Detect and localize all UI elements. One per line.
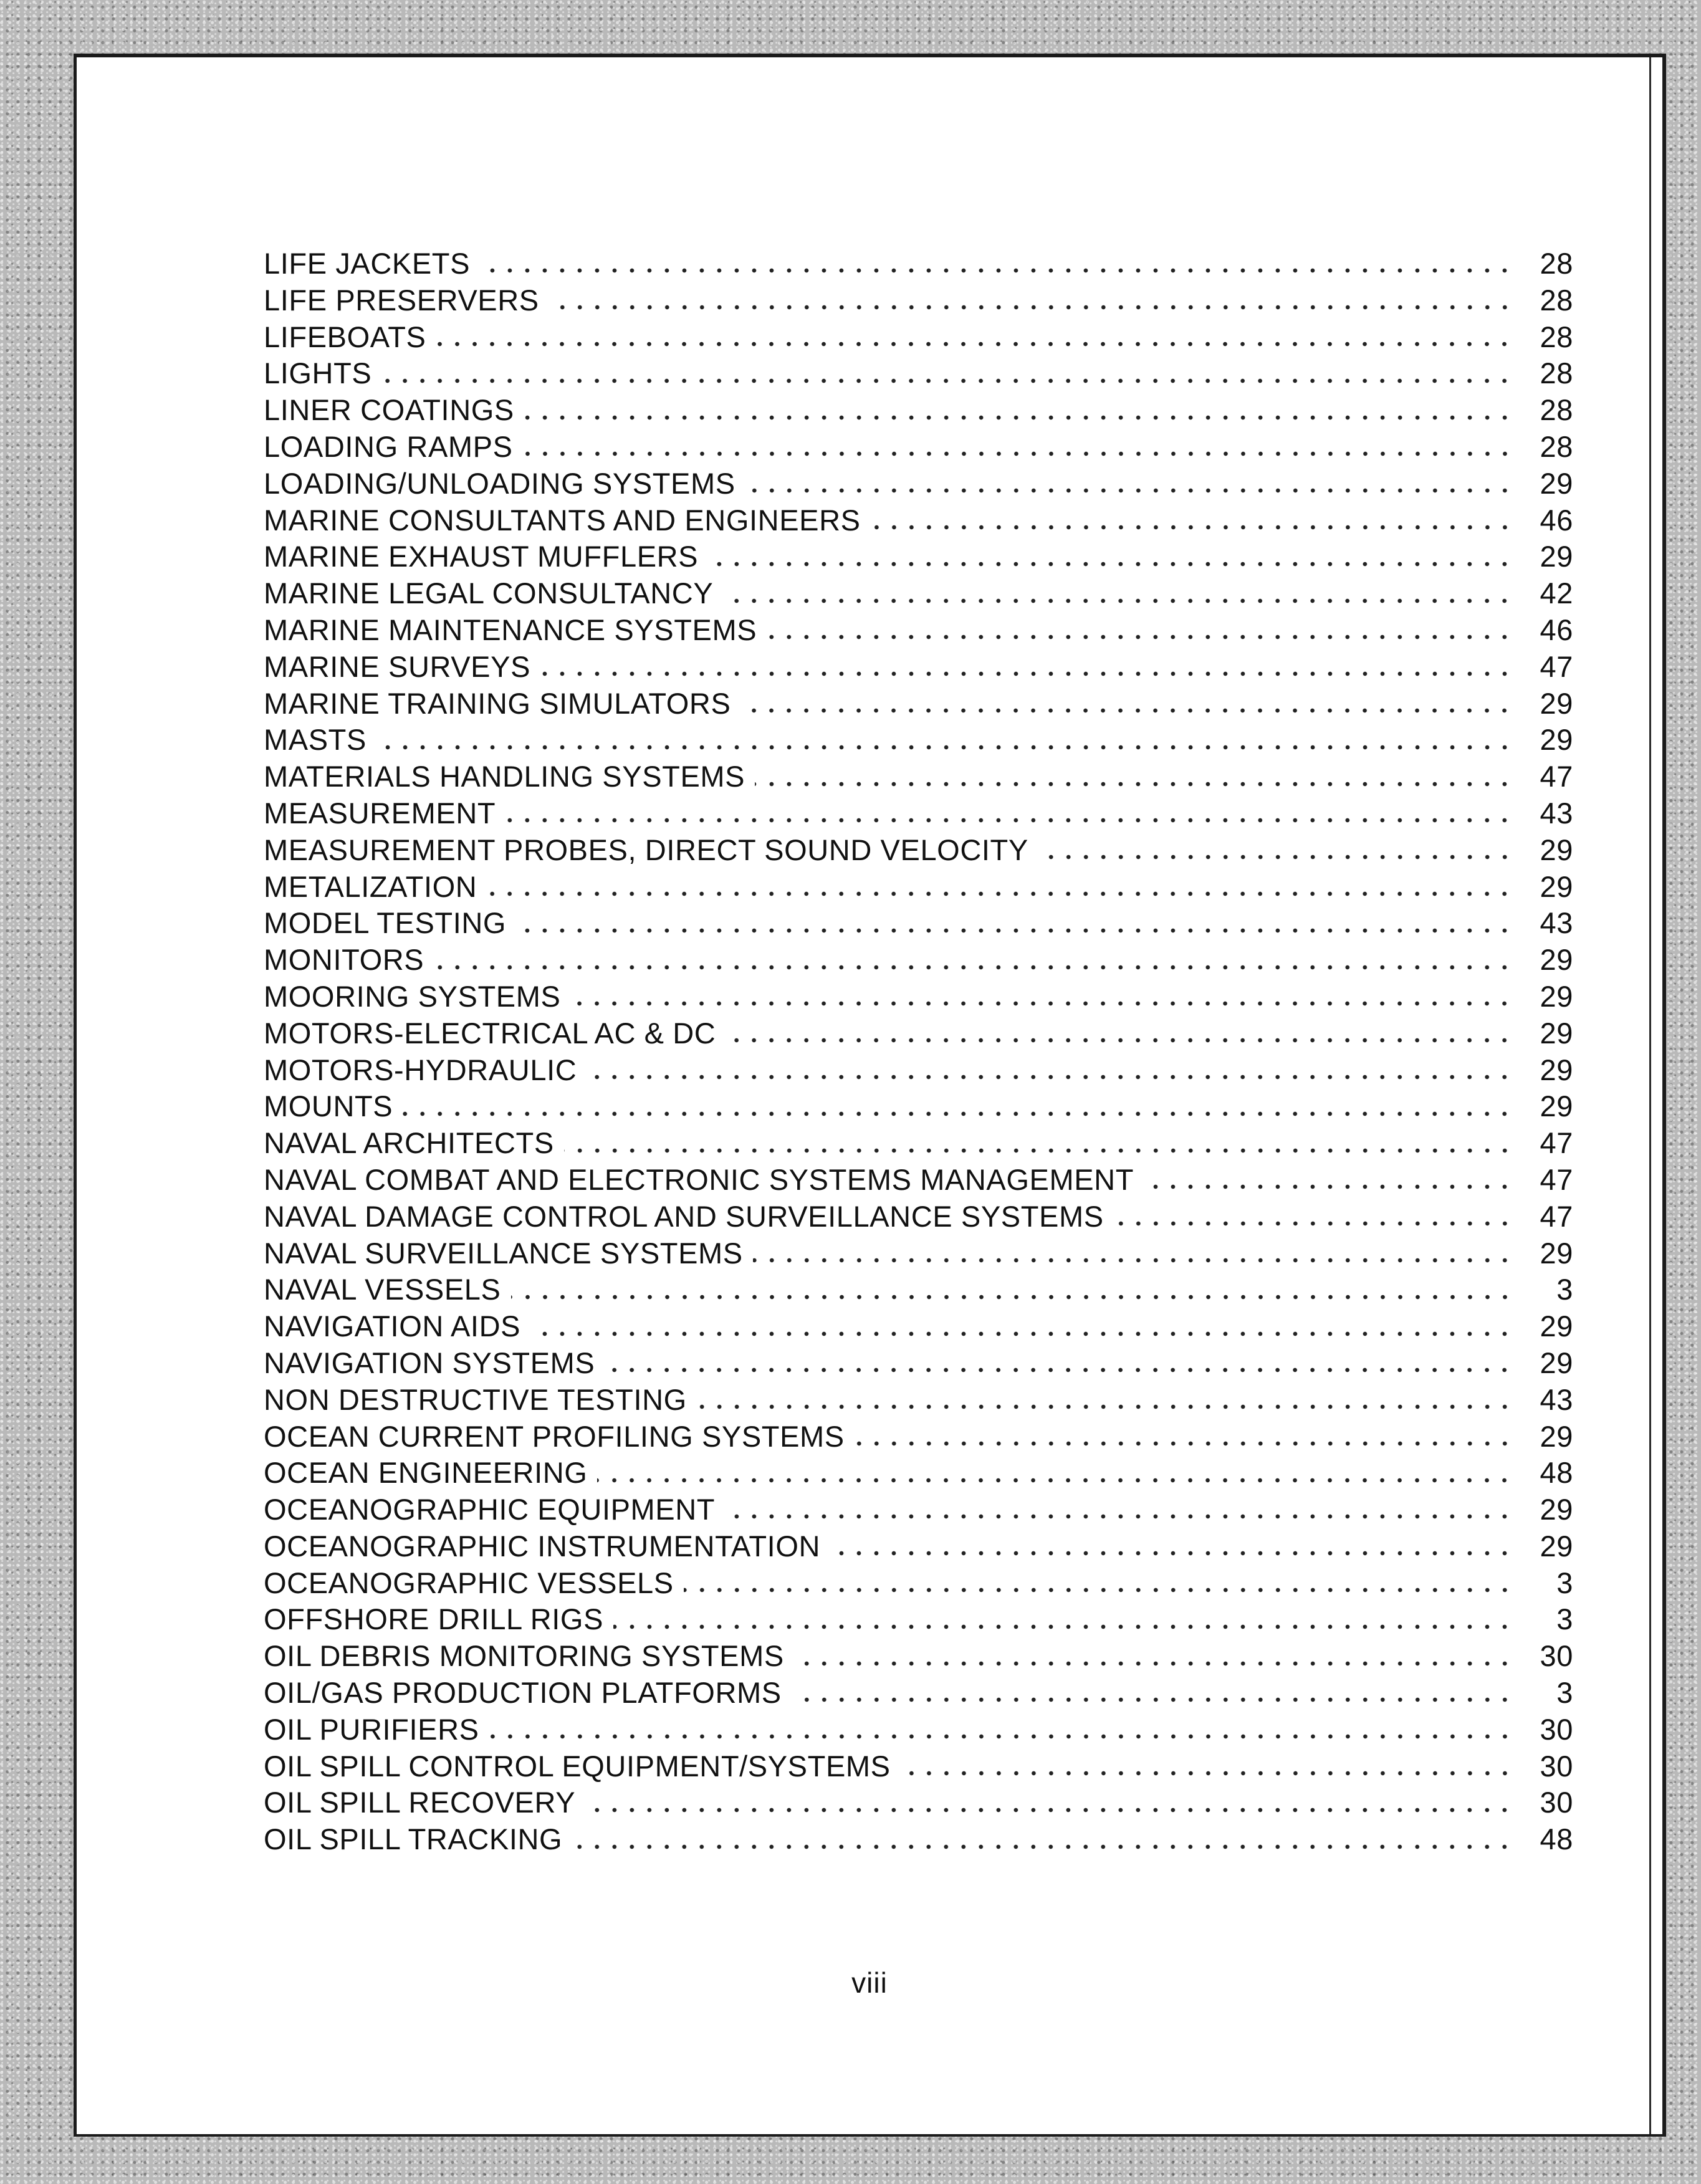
index-term: OCEAN CURRENT PROFILING SYSTEMS (264, 1419, 845, 1453)
index-entry (264, 319, 1573, 356)
index-entry (264, 1308, 1573, 1345)
index-entry (264, 759, 1573, 795)
index-entry (264, 1601, 1573, 1638)
index-page-number: 28 (1540, 283, 1573, 317)
index-entry (264, 246, 1573, 282)
index-page-number: 43 (1540, 906, 1573, 940)
dot-leader (1144, 1184, 1513, 1190)
index-page-number: 29 (1540, 1493, 1573, 1526)
index-entry (264, 722, 1573, 759)
index-term: MARINE CONSULTANTS AND ENGINEERS (264, 503, 861, 537)
index-entry (264, 649, 1573, 686)
index-entry (264, 1088, 1573, 1125)
dot-leader (855, 1440, 1513, 1447)
dot-leader (725, 1513, 1513, 1520)
index-term: LOADING RAMPS (264, 429, 513, 463)
index-entry (264, 502, 1573, 539)
index-entry (264, 466, 1573, 502)
index-page-number: 29 (1540, 723, 1573, 757)
dot-leader (794, 1660, 1513, 1667)
dot-leader (723, 598, 1513, 604)
index-entry (264, 1199, 1573, 1235)
index-term: NAVIGATION AIDS (264, 1310, 521, 1343)
index-page-number: 29 (1540, 686, 1573, 720)
dot-leader (585, 1807, 1513, 1813)
index-entry (264, 1162, 1573, 1199)
index-page-number: 29 (1540, 1346, 1573, 1379)
index-page-number: 30 (1540, 1786, 1573, 1819)
dot-leader (708, 561, 1513, 567)
index-entry (264, 795, 1573, 832)
index-term: OCEANOGRAPHIC EQUIPMENT (264, 1493, 716, 1526)
dot-leader (753, 1257, 1513, 1263)
dot-leader (524, 414, 1513, 421)
index-term: MASTS (264, 723, 367, 757)
index-term: OCEANOGRAPHIC VESSELS (264, 1566, 674, 1599)
index-page-number: 29 (1540, 1529, 1573, 1563)
index-entry (264, 1455, 1573, 1492)
dot-leader (570, 1000, 1513, 1007)
index-entry (264, 392, 1573, 429)
index-page-number: 47 (1540, 649, 1573, 683)
index-term: OIL/GAS PRODUCTION PLATFORMS (264, 1676, 782, 1710)
index-page-number: 29 (1540, 943, 1573, 977)
index-entry (264, 1565, 1573, 1602)
index-page-number: 30 (1540, 1639, 1573, 1673)
index-term: MEASUREMENT (264, 796, 496, 830)
index-page-number: 46 (1540, 503, 1573, 537)
index-term: NAVAL COMBAT AND ELECTRONIC SYSTEMS MANAGEMENT (264, 1162, 1134, 1196)
index-page-number: 30 (1540, 1749, 1573, 1783)
index-term: NAVAL ARCHITECTS (264, 1126, 554, 1160)
index-entry (264, 575, 1573, 612)
index-entry (264, 832, 1573, 869)
index-page-number: 48 (1540, 1822, 1573, 1856)
index-page-number: 29 (1540, 1419, 1573, 1453)
page-number: viii (851, 1966, 888, 1999)
index-page-number: 47 (1540, 1126, 1573, 1160)
index-entry (264, 1419, 1573, 1455)
index-page-number: 3 (1556, 1273, 1573, 1306)
index-page-number: 29 (1540, 540, 1573, 573)
dot-leader (1038, 854, 1513, 860)
dot-leader (506, 817, 1513, 823)
index-term: OIL SPILL RECOVERY (264, 1786, 576, 1819)
index-entry (264, 1345, 1573, 1382)
index-term: NAVAL DAMAGE CONTROL AND SURVEILLANCE SYSTEMS (264, 1199, 1104, 1233)
index-term: OFFSHORE DRILL RIGS (264, 1602, 604, 1636)
index-term: LIFE JACKETS (264, 247, 471, 280)
index-entry (264, 942, 1573, 979)
index-entry (264, 1052, 1573, 1089)
index-term: MOORING SYSTEMS (264, 979, 561, 1013)
index-term: OCEANOGRAPHIC INSTRUMENTATION (264, 1529, 821, 1563)
index-page-number: 3 (1556, 1566, 1573, 1599)
index-page-number: 47 (1540, 1199, 1573, 1233)
index-entry (264, 1638, 1573, 1675)
dot-leader (792, 1697, 1513, 1703)
index-page-number: 29 (1540, 466, 1573, 500)
index-entry (264, 539, 1573, 575)
index-term: OIL SPILL TRACKING (264, 1822, 563, 1856)
index-term: LINER COATINGS (264, 393, 514, 427)
index-page-number: 43 (1540, 1382, 1573, 1416)
index-list (264, 246, 1573, 1858)
index-term: MOUNTS (264, 1090, 393, 1123)
dot-leader (540, 671, 1513, 677)
index-term: OIL DEBRIS MONITORING SYSTEMS (264, 1639, 784, 1673)
dot-leader (726, 1037, 1513, 1043)
dot-leader (487, 891, 1513, 897)
index-page-number: 28 (1540, 393, 1573, 427)
index-term: LIGHTS (264, 357, 372, 390)
index-term: METALIZATION (264, 869, 477, 903)
index-term: OCEAN ENGINEERING (264, 1456, 588, 1490)
index-page-number: 29 (1540, 833, 1573, 866)
index-term: NAVIGATION SYSTEMS (264, 1346, 595, 1379)
index-entry (264, 1382, 1573, 1419)
index-entry (264, 355, 1573, 392)
dot-leader (871, 524, 1513, 530)
index-page-number: 3 (1556, 1676, 1573, 1710)
index-entry (264, 1528, 1573, 1565)
index-term: MONITORS (264, 943, 424, 977)
dot-leader (1114, 1220, 1513, 1227)
index-entry (264, 1235, 1573, 1272)
dot-leader (740, 707, 1513, 714)
index-page-number: 28 (1540, 429, 1573, 463)
index-term: LIFE PRESERVERS (264, 283, 539, 317)
index-entry (264, 1821, 1573, 1858)
dot-leader (901, 1770, 1513, 1776)
dot-leader (381, 378, 1513, 384)
dot-leader (605, 1367, 1513, 1373)
index-entry (264, 686, 1573, 722)
index-entry (264, 1748, 1573, 1785)
index-entry (264, 1784, 1573, 1821)
index-page-number: 47 (1540, 760, 1573, 793)
index-entry (264, 1272, 1573, 1308)
index-term: OIL PURIFIERS (264, 1712, 479, 1746)
index-page-number: 29 (1540, 1090, 1573, 1123)
dot-leader (480, 267, 1513, 274)
index-term: MARINE EXHAUST MUFFLERS (264, 540, 699, 573)
index-entry (264, 905, 1573, 942)
index-entry (264, 1675, 1573, 1712)
index-term: LOADING/UNLOADING SYSTEMS (264, 466, 736, 500)
index-term: MARINE MAINTENANCE SYSTEMS (264, 613, 757, 646)
index-term: LIFEBOATS (264, 320, 426, 353)
dot-leader (549, 304, 1513, 310)
index-entry (264, 1015, 1573, 1052)
index-page-number: 43 (1540, 796, 1573, 830)
index-term: MEASUREMENT PROBES, DIRECT SOUND VELOCITY (264, 833, 1028, 866)
index-entry (264, 979, 1573, 1015)
dot-leader (489, 1733, 1513, 1740)
index-term: MARINE SURVEYS (264, 649, 531, 683)
index-term: NON DESTRUCTIVE TESTING (264, 1382, 687, 1416)
index-term: MODEL TESTING (264, 906, 507, 940)
index-entry (264, 282, 1573, 319)
dot-leader (436, 341, 1513, 347)
dot-leader (523, 451, 1513, 457)
index-page-number: 47 (1540, 1162, 1573, 1196)
dot-leader (572, 1844, 1513, 1850)
dot-leader (564, 1147, 1513, 1154)
dot-leader (511, 1294, 1514, 1300)
index-page-number: 48 (1540, 1456, 1573, 1490)
index-term: NAVAL VESSELS (264, 1273, 501, 1306)
index-term: MOTORS-ELECTRICAL AC & DC (264, 1016, 716, 1050)
index-page-number: 46 (1540, 613, 1573, 646)
index-page-number: 28 (1540, 247, 1573, 280)
dot-leader (745, 487, 1513, 494)
dot-leader (697, 1404, 1513, 1410)
index-term: MARINE TRAINING SIMULATORS (264, 686, 731, 720)
index-entry (264, 1125, 1573, 1162)
index-page-number: 29 (1540, 1053, 1573, 1086)
index-page-number: 29 (1540, 979, 1573, 1013)
dot-leader (530, 1331, 1513, 1337)
index-entry (264, 869, 1573, 906)
dot-leader (403, 1111, 1513, 1117)
index-term: MOTORS-HYDRAULIC (264, 1053, 577, 1086)
index-page-number: 30 (1540, 1712, 1573, 1746)
index-entry (264, 429, 1573, 466)
index-page-number: 3 (1556, 1602, 1573, 1636)
dot-leader (597, 1477, 1513, 1483)
scanned-page (74, 54, 1666, 2137)
dot-leader (516, 927, 1513, 934)
dot-leader (587, 1074, 1513, 1080)
dot-leader (434, 964, 1513, 970)
index-term: MARINE LEGAL CONSULTANCY (264, 577, 714, 610)
dot-leader (767, 634, 1513, 640)
dot-leader (613, 1624, 1513, 1630)
index-page-number: 28 (1540, 357, 1573, 390)
index-page-number: 28 (1540, 320, 1573, 353)
index-page-number: 29 (1540, 869, 1573, 903)
index-term: OIL SPILL CONTROL EQUIPMENT/SYSTEMS (264, 1749, 891, 1783)
index-page-number: 42 (1540, 577, 1573, 610)
index-entry (264, 1492, 1573, 1528)
index-page-number: 29 (1540, 1016, 1573, 1050)
index-entry (264, 1712, 1573, 1748)
dot-leader (830, 1550, 1513, 1556)
dot-leader (684, 1587, 1513, 1593)
index-page-number: 29 (1540, 1236, 1573, 1270)
dot-leader (376, 744, 1513, 750)
index-term: NAVAL SURVEILLANCE SYSTEMS (264, 1236, 743, 1270)
index-page-number: 29 (1540, 1310, 1573, 1343)
dot-leader (755, 781, 1513, 787)
index-term: MATERIALS HANDLING SYSTEMS (264, 760, 745, 793)
index-entry (264, 612, 1573, 649)
